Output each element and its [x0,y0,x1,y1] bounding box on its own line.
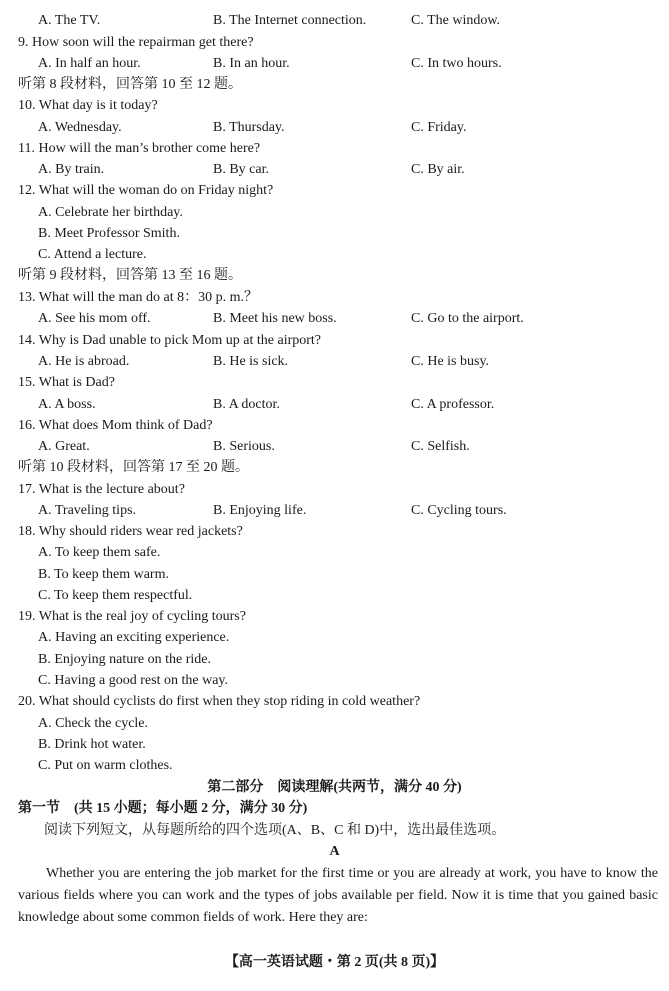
q10-option-a: A. Wednesday. [38,120,122,135]
q12-stem: 12. What will the woman do on Friday night? [18,183,274,198]
q19-option-b: B. Enjoying nature on the ride. [38,652,212,667]
q13-option-b: B. Meet his new boss. [213,311,337,326]
q18-stem: 18. Why should riders wear red jackets? [18,524,243,539]
q8-option-c: C. The window. [411,13,501,28]
q13-option-c: C. Go to the airport. [411,311,524,326]
q10-option-c: C. Friday. [411,120,467,135]
q9-option-c: C. In two hours. [411,56,502,71]
q11-option-a: A. By train. [38,162,105,177]
q18-option-a: A. To keep them safe. [38,545,161,560]
q9-stem: 9. How soon will the repairman get there? [18,35,254,50]
q15-option-a: A. A boss. [38,397,96,412]
reading-instructions: 阅读下列短文，从每题所给的四个选项(A、B、C 和 D)中，选出最佳选项。 [44,823,506,838]
q19-option-a: A. Having an exciting experience. [38,630,230,645]
q18-option-b: B. To keep them warm. [38,567,169,582]
q16-stem: 16. What does Mom think of Dad? [18,418,213,433]
q12-option-a: A. Celebrate her birthday. [38,205,183,220]
q19-option-c: C. Having a good rest on the way. [38,673,228,688]
q17-option-a: A. Traveling tips. [38,503,137,518]
q16-option-c: C. Selfish. [411,439,470,454]
segment-9-instruction: 听第 9 段材料，回答第 13 至 16 题。 [18,268,242,283]
q14-option-a: A. He is abroad. [38,354,130,369]
q17-stem: 17. What is the lecture about? [18,482,185,497]
q10-stem: 10. What day is it today? [18,98,158,113]
page-footer: 【高一英语试题・第 2 页(共 8 页)】 [224,955,445,970]
q20-option-b: B. Drink hot water. [38,737,146,752]
segment-10-instruction: 听第 10 段材料，回答第 17 至 20 题。 [18,460,249,475]
q20-option-a: A. Check the cycle. [38,716,149,731]
q14-option-c: C. He is busy. [411,354,490,369]
q20-option-c: C. Put on warm clothes. [38,758,173,773]
q17-option-b: B. Enjoying life. [213,503,307,518]
q9-option-a: A. In half an hour. [38,56,141,71]
q16-option-a: A. Great. [38,439,90,454]
q20-stem: 20. What should cyclists do first when they stop riding in cold weather? [18,694,421,709]
q16-option-b: B. Serious. [213,439,275,454]
passage-a-text: Whether you are entering the job market for the first time or you are already at work, you have to know the various fields where you can work and the types of jobs available per field. Now it is time that you gained basic knowledge about some common fields of work. Here they are: [18,866,658,925]
part-2-title: 第二部分 阅读理解(共两节，满分 40 分) [207,780,462,795]
q17-option-c: C. Cycling tours. [411,503,507,518]
q15-stem: 15. What is Dad? [18,375,115,390]
q15-option-c: C. A professor. [411,397,495,412]
q12-option-b: B. Meet Professor Smith. [38,226,180,241]
q19-stem: 19. What is the real joy of cycling tours? [18,609,246,624]
passage-letter: A [329,844,340,859]
q9-option-b: B. In an hour. [213,56,290,71]
q15-option-b: B. A doctor. [213,397,280,412]
segment-8-instruction: 听第 8 段材料，回答第 10 至 12 题。 [18,77,242,92]
q13-stem: 13. What will the man do at 8：30 p. m.？ [18,290,259,305]
q14-stem: 14. Why is Dad unable to pick Mom up at the airport? [18,333,322,348]
q11-stem: 11. How will the man’s brother come here? [18,141,261,156]
q10-option-b: B. Thursday. [213,120,285,135]
q8-option-b: B. The Internet connection. [213,13,367,28]
q14-option-b: B. He is sick. [213,354,289,369]
q13-option-a: A. See his mom off. [38,311,151,326]
q8-option-a: A. The TV. [38,13,101,28]
q11-option-b: B. By car. [213,162,269,177]
section-1-heading: 第一节 (共 15 小题；每小题 2 分，满分 30 分) [18,801,308,816]
q18-option-c: C. To keep them respectful. [38,588,193,603]
q11-option-c: C. By air. [411,162,465,177]
q12-option-c: C. Attend a lecture. [38,247,147,262]
